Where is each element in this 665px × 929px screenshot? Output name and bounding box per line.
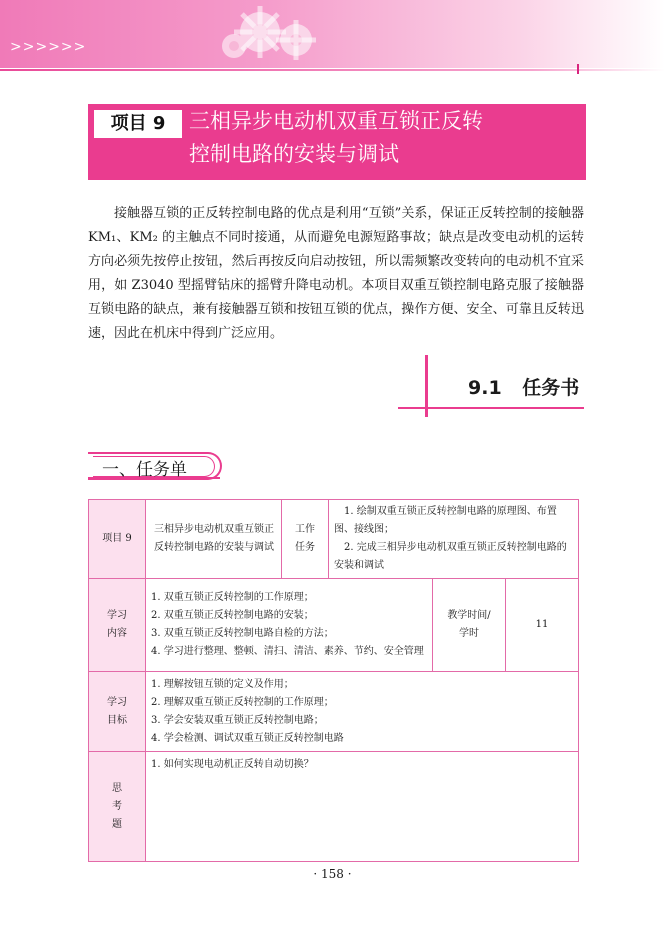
list-item: 1. 绘制双重互锁正反转控制电路的原理图、布置图、接线图； [334,506,557,535]
project-number: 项目 9 [94,110,182,138]
goal-label-line: 学习 [107,696,127,708]
project-name-cell [146,500,282,579]
section-underline [398,407,584,409]
work-task-label-line: 工作 [295,524,315,535]
gear-decoration-icon [212,2,332,66]
table-row [89,752,579,862]
think-label-line: 考 [112,800,122,812]
list-item: 4. 学习进行整理、整顿、清扫、清洁、素养、节约、安全管理 [151,646,424,657]
content-label-line: 内容 [107,628,127,639]
list-item: 2. 完成三相异步电动机双重互锁正反转控制电路的安装和调试 [334,542,567,571]
header-rule [0,69,665,71]
hours-label-line: 学时 [459,628,479,639]
list-item: 1. 如何实现电动机正反转自动切换？ [151,759,314,770]
project-label-cell [89,500,146,579]
hours-label-line: 教学时间/ [447,610,491,621]
content-label-cell [89,579,146,672]
table-row [89,672,579,752]
think-label-line: 思 [112,782,122,794]
goal-label-cell [89,672,146,752]
task-table [88,499,579,862]
think-label-line: 题 [112,818,122,830]
project-title-line2: 控制电路的安装与调试 [189,142,399,166]
header-band [0,0,665,68]
think-label-cell [89,752,146,862]
work-task-label-cell [282,500,329,579]
list-item: 1. 双重互锁正反转控制的工作原理； [151,592,314,603]
project-label: 项目 9 [102,533,132,544]
hours-value-cell [506,579,579,672]
task-list-heading: 一、任务单 [102,460,187,480]
project-title [189,105,579,171]
contents-cell [146,579,433,672]
list-item: 1. 理解按钮互锁的定义及作用； [151,678,294,690]
list-item: 3. 双重互锁正反转控制电路自检的方法； [151,628,334,639]
project-name: 三相异步电动机双重互锁正反转控制电路的安装与调试 [154,524,274,553]
goal-label-line: 目标 [107,714,127,726]
table-row [89,500,579,579]
think-cell [146,752,579,862]
work-tasks-cell [329,500,579,579]
page-number: · 158 · [313,867,352,881]
header-arrows: >>>>>> [10,39,87,55]
list-item: 2. 理解双重互锁正反转控制的工作原理； [151,696,334,708]
section-title: 9.1 任务书 [468,377,580,399]
hours-value: 11 [535,619,549,630]
list-item: 2. 双重互锁正反转控制电路的安装； [151,610,314,621]
intro-paragraph: 接触器互锁的正反转控制电路的优点是利用“互锁”关系，保证正反转控制的接触器 KM₁、KM₂ 的主触点不同时接通，从而避免电源短路事故；缺点是改变电动机的运转方向必须先按停止按钮，然后再按反向启动按钮，所以需频繁改变转向的电动机不宜采用，如 Z3040 型摇臂钻床的摇臂升降电动机。本项目双重互锁控制电路克服了接触器互锁电路的缺点，兼有接触器互锁和按钮互锁的优点，操作方便、安全、可靠且反转迅速，因此在机床中得到广泛应用。 [88,206,584,341]
table-row [89,579,579,672]
goals-cell [146,672,579,752]
project-title-line1: 三相异步电动机双重互锁正反转 [189,109,483,133]
hours-label-cell [433,579,506,672]
list-item: 3. 学会安装双重互锁正反转控制电路； [151,714,324,726]
content-label-line: 学习 [107,610,127,621]
list-item: 4. 学会检测、调试双重互锁正反转控制电路 [151,732,344,744]
header-tick [577,64,579,74]
work-task-label-line: 任务 [295,542,315,553]
